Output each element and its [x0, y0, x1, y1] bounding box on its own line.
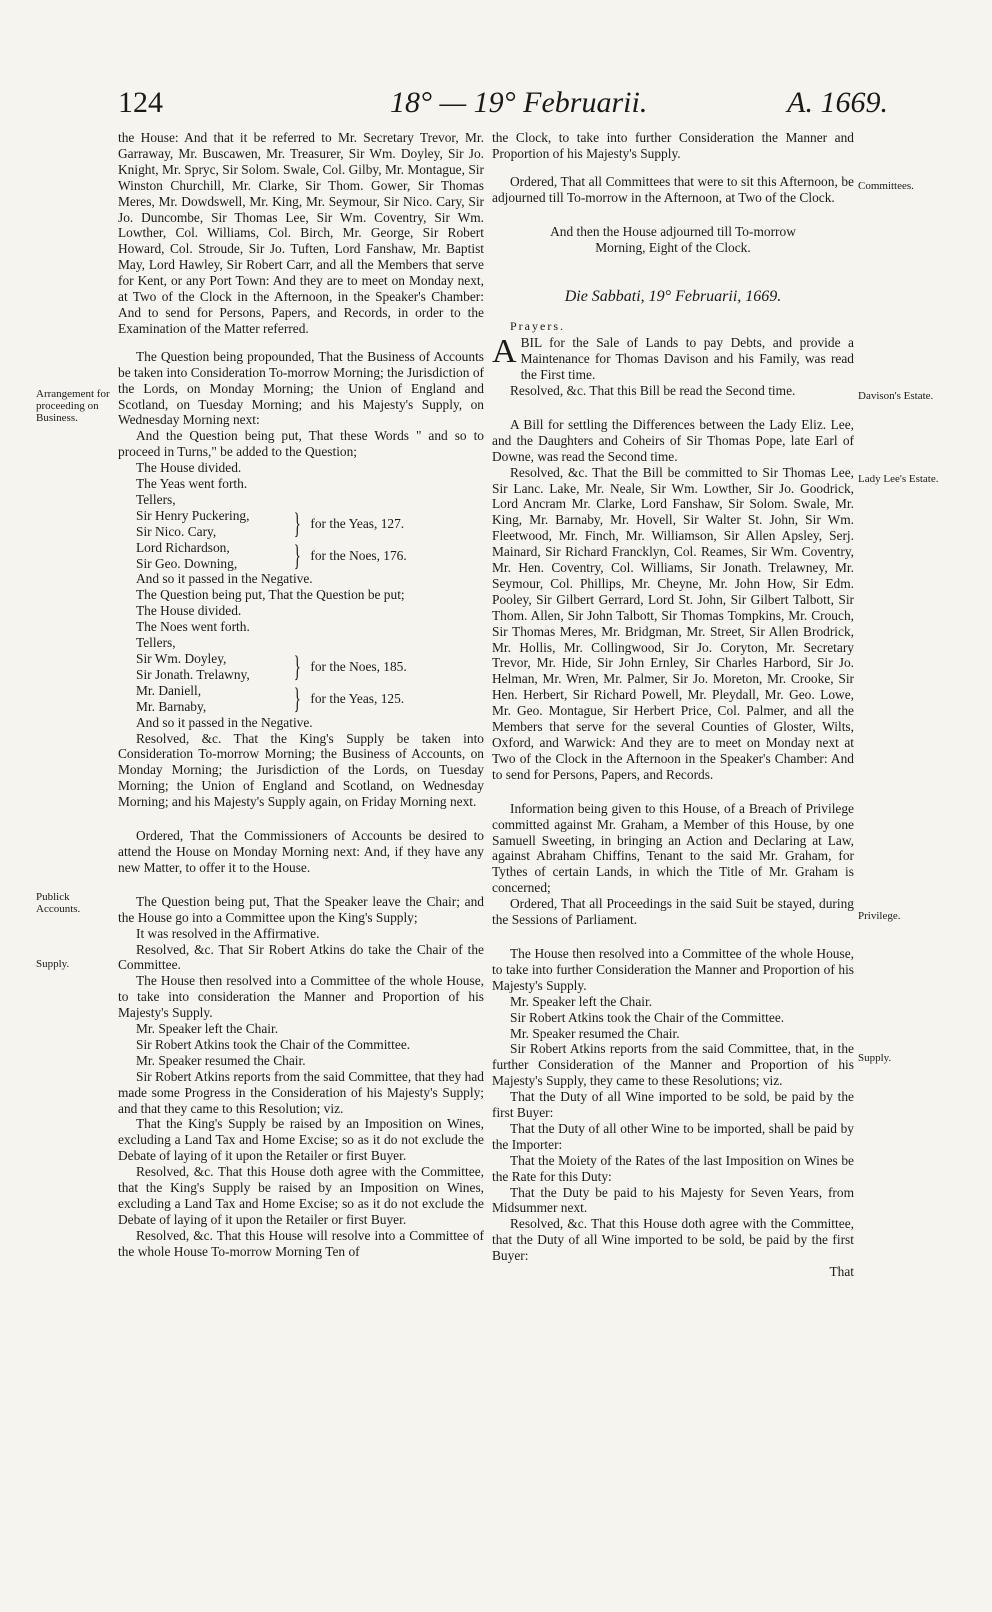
margin-note-davison: Davison's Estate. [858, 390, 934, 402]
teller-name: Lord Richardson, [136, 539, 230, 555]
tellers-label: Tellers, [136, 491, 176, 507]
teller-result: for the Noes, 185. [310, 658, 407, 674]
brace: } [293, 681, 301, 715]
paragraph: Mr. Speaker left the Chair. [510, 993, 653, 1009]
paragraph-text: BIL for the Sale of Lands to pay Debts, and provide a Maintenance for Thomas Davison and his Family, was read the First time. [520, 335, 854, 383]
margin-note-supply-right: Supply. [858, 1052, 892, 1064]
paragraph: Mr. Speaker resumed the Chair. [510, 1025, 680, 1041]
teller-pair [136, 508, 484, 540]
paragraph: The Question being put, That the Question be put; [136, 587, 405, 603]
paragraph: Resolved, &c. That the Bill be committed to Sir Thomas Lee, Sir Lanc. Lake, Mr. Neale, Sir Wm. Lowther, Sir Jo. Goodrick, Lord Ancram Mr. Clarke, Lord Fanshaw, Sir Solom. Swale, Mr. King, Mr. Barnaby, Mr. Hovell, Sir Walter St. John, Sir Wm. Fleetwood, Mr. Finch, Mr. Williamson, Sir Allen Apsley, Serj. Mainard, Sir Richard Francklyn, Col. Reames, Sir Wm. Coventry, Mr. Hen. Coventry, Col. Williams, Sir Jonath. Trelawney, Mr. Seymour, Col. Phillips, Mr. Cheyne, Mr. John How, Sir Edm. Pooley, Sir Gilbert Gerrard, Lord St. John, Sir Gilbert Talbott, Sir Thom. Allen, Sir John Talbott, Sir Thomas Tompkins, Mr. Crouch, Sir Thomas Meres, Mr. Bridgman, Mr. Street, Sir Allen Brodrick, Mr. Hollis, Mr. Collingwood, Sir Jo. Coryton, Mr. Secretary Trevor, Mr. Hide, Sir John Ernley, Sir Charles Harbord, Sir Jo. Helman, Mr. Wren, Mr. Palmer, Sir Jo. Moreton, Mr. Crooke, Sir Hen. Herbert, Sir Richard Powell, Mr. Pleydall, Mr. Geo. Lowe, Mr. Geo. Montague, Sir Herbert Price, Col. Palmer, and all the Members that serve for the several Counties of Gloster, Wilts, Oxford, and Warwick: And they are to meet on Monday next at Two of the Clock in the Afternoon in the Speaker's Chamber: And to send for Persons, Papers, and Records. [492, 464, 854, 782]
day-heading: Die Sabbati, 19° Februarii, 1669. [564, 288, 782, 306]
page-header [118, 86, 888, 126]
adjournment: And then the House adjourned till To-morrow Morning, Eight of the Clock. [550, 223, 796, 255]
paragraph: The Question being put, That the Speaker leave the Chair; and the House go into a Committee upon the King's Supply; [118, 893, 484, 925]
header-date: 18° — 19° Februarii. [390, 86, 648, 119]
teller-pair [136, 651, 484, 683]
paragraph: Resolved, &c. That the King's Supply be taken into Consideration To-morrow Morning; the Business of Accounts, on Monday Morning; the Jurisdiction of the Lords, on Tuesday Morning; the Union of England and Scotland, on Wednesday Morning; and his Majesty's Supply again, on Friday Morning next. [118, 730, 484, 810]
paragraph: And so it passed in the Negative. [136, 571, 313, 587]
paragraph: Information being given to this House, of a Breach of Privilege committed against Mr. Graham, a Member of this House, by one Samuell Sweeting, in bringing an Action and Declaring at Law, against Abraham Chiffins, Tenant to the said Mr. Graham, for Tythes of certain Lands, in which the Title of Mr. Graham is concerned; [492, 800, 854, 896]
teller-pair [136, 683, 484, 715]
paragraph [492, 335, 854, 383]
paragraph: Resolved, &c. That Sir Robert Atkins do take the Chair of the Committee. [118, 941, 484, 973]
paragraph: Resolved, &c. That this House doth agree with the Committee, that the King's Supply be raised by an Imposition on Wines, excluding a Land Tax and Home Excise; so as it do not exclude the Debate of laying of it upon the Retailer or first Buyer. [118, 1164, 484, 1227]
paragraph: That the Duty be paid to his Majesty for Seven Years, from Midsummer next. [492, 1184, 854, 1216]
paragraph: That the King's Supply be raised by an Imposition on Wines, excluding a Land Tax and Home Excise; so as it do not exclude the Debate of laying of it upon the Retailer or first Buyer. [118, 1116, 484, 1164]
margin-note-privilege: Privilege. [858, 910, 901, 922]
teller-result: for the Yeas, 125. [310, 690, 405, 706]
teller-result: for the Yeas, 127. [310, 515, 405, 531]
teller-name: Sir Geo. Downing, [136, 555, 238, 571]
paragraph: Ordered, That the Commissioners of Accounts be desired to attend the House on Monday Morning next: And, if they have any new Matter, to offer it to the House. [118, 828, 484, 875]
paragraph: And the Question being put, That these Words " and so to proceed in Turns," be added to the Question; [118, 428, 484, 460]
paragraph: Sir Robert Atkins took the Chair of the Committee. [136, 1036, 411, 1052]
brace: } [293, 506, 301, 540]
paragraph: Ordered, That all Committees that were to sit this Afternoon, be adjourned till To-morrow in the Afternoon, at Two of the Clock. [492, 173, 854, 205]
paragraph: Sir Robert Atkins reports from the said Committee, that they had made some Progress in the Consideration of his Majesty's Supply; and that they came to this Resolution; viz. [118, 1068, 484, 1116]
paragraph: It was resolved in the Affirmative. [136, 925, 320, 941]
page-number: 124 [118, 86, 163, 119]
paragraph: Resolved, &c. That this Bill be read the Second time. [510, 382, 796, 398]
paragraph: Sir Robert Atkins reports from the said Committee, that, in the further Consideration of the Manner and Proportion of his Majesty's Supply, they came to these Resolutions; viz. [492, 1041, 854, 1089]
brace: } [293, 649, 301, 683]
paragraph: That the Duty of all other Wine to be imported, shall be paid by the Importer: [492, 1120, 854, 1152]
teller-pair [136, 540, 484, 572]
paragraph: The House divided. [136, 460, 242, 476]
teller-name: Sir Henry Puckering, [136, 507, 250, 523]
paragraph: Resolved, &c. That this House doth agree with the Committee, that the Duty of all Wine imported to be sold, be paid by the first Buyer: [492, 1216, 854, 1264]
tellers-label: Tellers, [136, 635, 176, 651]
paragraph: Mr. Speaker left the Chair. [136, 1021, 279, 1037]
left-column [118, 130, 484, 1260]
paragraph: Resolved, &c. That this House will resolve into a Committee of the whole House To-morrow Morning Ten of [118, 1227, 484, 1259]
teller-name: Mr. Daniell, [136, 682, 202, 698]
paragraph: The Yeas went forth. [136, 476, 248, 492]
paragraph: A Bill for settling the Differences between the Lady Eliz. Lee, and the Daughters and Coheirs of Sir Thomas Pope, late Earl of Downe, was read the Second time. [492, 416, 854, 464]
paragraph: the Clock, to take into further Consideration the Manner and Proportion of his Majesty's Supply. [492, 130, 854, 161]
margin-note-lady-lee: Lady Lee's Estate. [858, 473, 939, 485]
header-year: A. 1669. [787, 86, 888, 119]
margin-note-supply: Supply. [36, 958, 70, 970]
margin-note-publick-accounts: Publick Accounts. [36, 891, 81, 915]
paragraph: That the Duty of all Wine imported to be sold, be paid by the first Buyer: [492, 1089, 854, 1121]
teller-result: for the Noes, 176. [310, 547, 407, 563]
paragraph: The Noes went forth. [136, 619, 250, 635]
paragraph: the House: And that it be referred to Mr. Secretary Trevor, Mr. Garraway, Mr. Buscawen, Mr. Treasurer, Sir Wm. Doyley, Sir Jo. Knight, Mr. Spryc, Sir Solom. Swale, Col. Gilby, Mr. Montague, Sir Winston Churchill, Mr. Clarke, Sir Thom. Gower, Sir Thomas Meres, Mr. Dowdswell, Mr. King, Mr. Seymour, Sir Nico. Cary, Sir Jo. Duncombe, Sir Thomas Lee, Sir Wm. Coventry, Sir Wm. Lowther, Col. Williams, Col. Birch, Mr. George, Sir Robert Howard, Col. Stroude, Sir Jo. Tuften, Lord Fanshaw, Mr. Baptist May, Lord Hawley, Sir Robert Carr, and all the Members that serve for Kent, or any Port Town: And they are to meet on Monday next, at Two of the Clock in the Afternoon, in the Speaker's Chamber: And to send for Persons, Papers, and Records, in order to the Examination of the Matter referred. [118, 130, 484, 336]
teller-name: Sir Jonath. Trelawny, [136, 666, 250, 682]
catchword: That [829, 1264, 854, 1280]
drop-cap: A [492, 333, 517, 371]
paragraph: Ordered, That all Proceedings in the said Suit be stayed, during the Sessions of Parliament. [492, 896, 854, 928]
paragraph: The House divided. [136, 603, 242, 619]
paragraph: That the Moiety of the Rates of the last Imposition on Wines be the Rate for this Duty: [492, 1152, 854, 1184]
paragraph: Mr. Speaker resumed the Chair. [136, 1052, 306, 1068]
paragraph: The Question being propounded, That the Business of Accounts be taken into Consideration To-morrow Morning; the Jurisdiction of the Lords, on Monday Morning; the Union of England and Scotland, on Tuesday Morning; and his Majesty's Supply, on Wednesday Morning next: [118, 348, 484, 428]
right-column [492, 130, 854, 1280]
teller-name: Sir Wm. Doyley, [136, 651, 227, 666]
teller-name: Sir Nico. Cary, [136, 523, 217, 539]
brace: } [293, 538, 301, 572]
prayers-heading: Prayers. [510, 319, 565, 334]
teller-name: Mr. Barnaby, [136, 698, 207, 714]
paragraph: The House then resolved into a Committee of the whole House, to take into further Consideration the Manner and Proportion of his Majesty's Supply. [492, 945, 854, 993]
margin-note-arrangement: Arrangement for proceeding on Business. [36, 388, 110, 424]
paragraph: The House then resolved into a Committee of the whole House, to take into consideration the Manner and Proportion of his Majesty's Supply. [118, 973, 484, 1021]
paragraph: And so it passed in the Negative. [136, 714, 313, 730]
margin-note-committees: Committees. [858, 180, 914, 192]
paragraph: Sir Robert Atkins took the Chair of the Committee. [510, 1009, 785, 1025]
